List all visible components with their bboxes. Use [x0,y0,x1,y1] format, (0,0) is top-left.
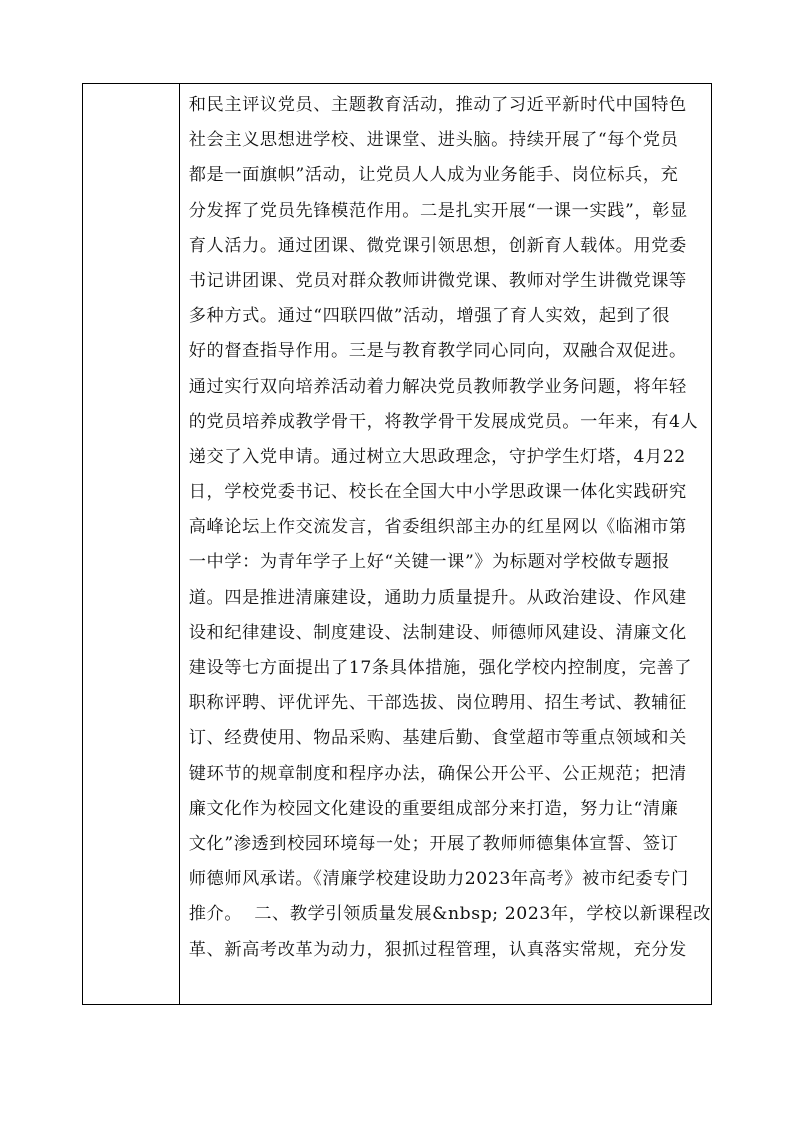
paragraph-lines [189,88,711,968]
text-line: 订、经费使用、物品采购、基建后勤、食堂超市等重点领域和关 [188,728,687,749]
text-line: 职称评聘、评优评先、干部选拔、岗位聘用、招生考试、教辅征 [188,693,687,714]
document-table [82,83,712,1005]
text-line: 键环节的规章制度和程序办法，确保公开公平、公正规范；把清 [188,763,687,784]
table-content-cell [180,84,711,1004]
text-line: 师德师风承诺。《清廉学校建设助力2023年高考》被市纪委专门 [188,869,689,890]
text-line: 日，学校党委书记、校长在全国大中小学思政课一体化实践研究 [188,482,687,503]
text-line: 递交了入党申请。通过树立大思政理念，守护学生灯塔，4月22 [188,446,686,467]
text-line: 廉文化作为校园文化建设的重要组成部分来打造，努力让“清廉 [188,798,679,819]
text-line: 一中学：为青年学子上好“关键一课”》为标题对学校做专题报 [188,552,671,573]
text-line: 通过实行双向培养活动着力解决党员教师教学业务问题，将年轻 [188,376,687,397]
text-line: 书记讲团课、党员对群众教师讲微党课、教师对学生讲微党课等 [188,270,687,291]
text-line: 社会主义思想进学校、进课堂、进头脑。持续开展了“每个党员 [188,130,679,151]
text-line: 道。四是推进清廉建设，通助力质量提升。从政治建设、作风建 [188,587,687,608]
text-line: 的党员培养成教学骨干，将教学骨干发展成党员。一年来，有4人 [188,411,699,432]
text-line: 高峰论坛上作交流发言，省委组织部主办的红星网以《临湘市第 [188,517,687,538]
text-line: 都是一面旗帜”活动，让党员人人成为业务能手、岗位标兵，充 [188,165,679,186]
text-line: 革、新高考改革为动力，狠抓过程管理，认真落实常规，充分发 [188,939,687,960]
text-line: 文化”渗透到校园环境每一处；开展了教师师德集体宣誓、签订 [188,833,679,854]
text-line: 和民主评议党员、主题教育活动，推动了习近平新时代中国特色 [188,95,687,115]
text-line: 推介。 二、教学引领质量发展&nbsp; 2023年，学校以新课程改 [188,904,711,925]
text-line: 分发挥了党员先锋模范作用。二是扎实开展“一课一实践”，彰显 [188,200,688,221]
text-line: 多种方式。通过“四联四做”活动，增强了育人实效，起到了很 [188,306,671,327]
text-line: 建设等七方面提出了17条具体措施，强化学校内控制度，完善了 [188,658,693,678]
table-left-cell [83,84,180,1004]
text-line: 育人活力。通过团课、微党课引领思想，创新育人载体。用党委 [188,235,687,256]
text-line: 好的督查指导作用。三是与教育教学同心同向，双融合双促进。 [188,341,687,362]
text-line: 设和纪律建设、制度建设、法制建设、师德师风建设、清廉文化 [188,622,687,643]
